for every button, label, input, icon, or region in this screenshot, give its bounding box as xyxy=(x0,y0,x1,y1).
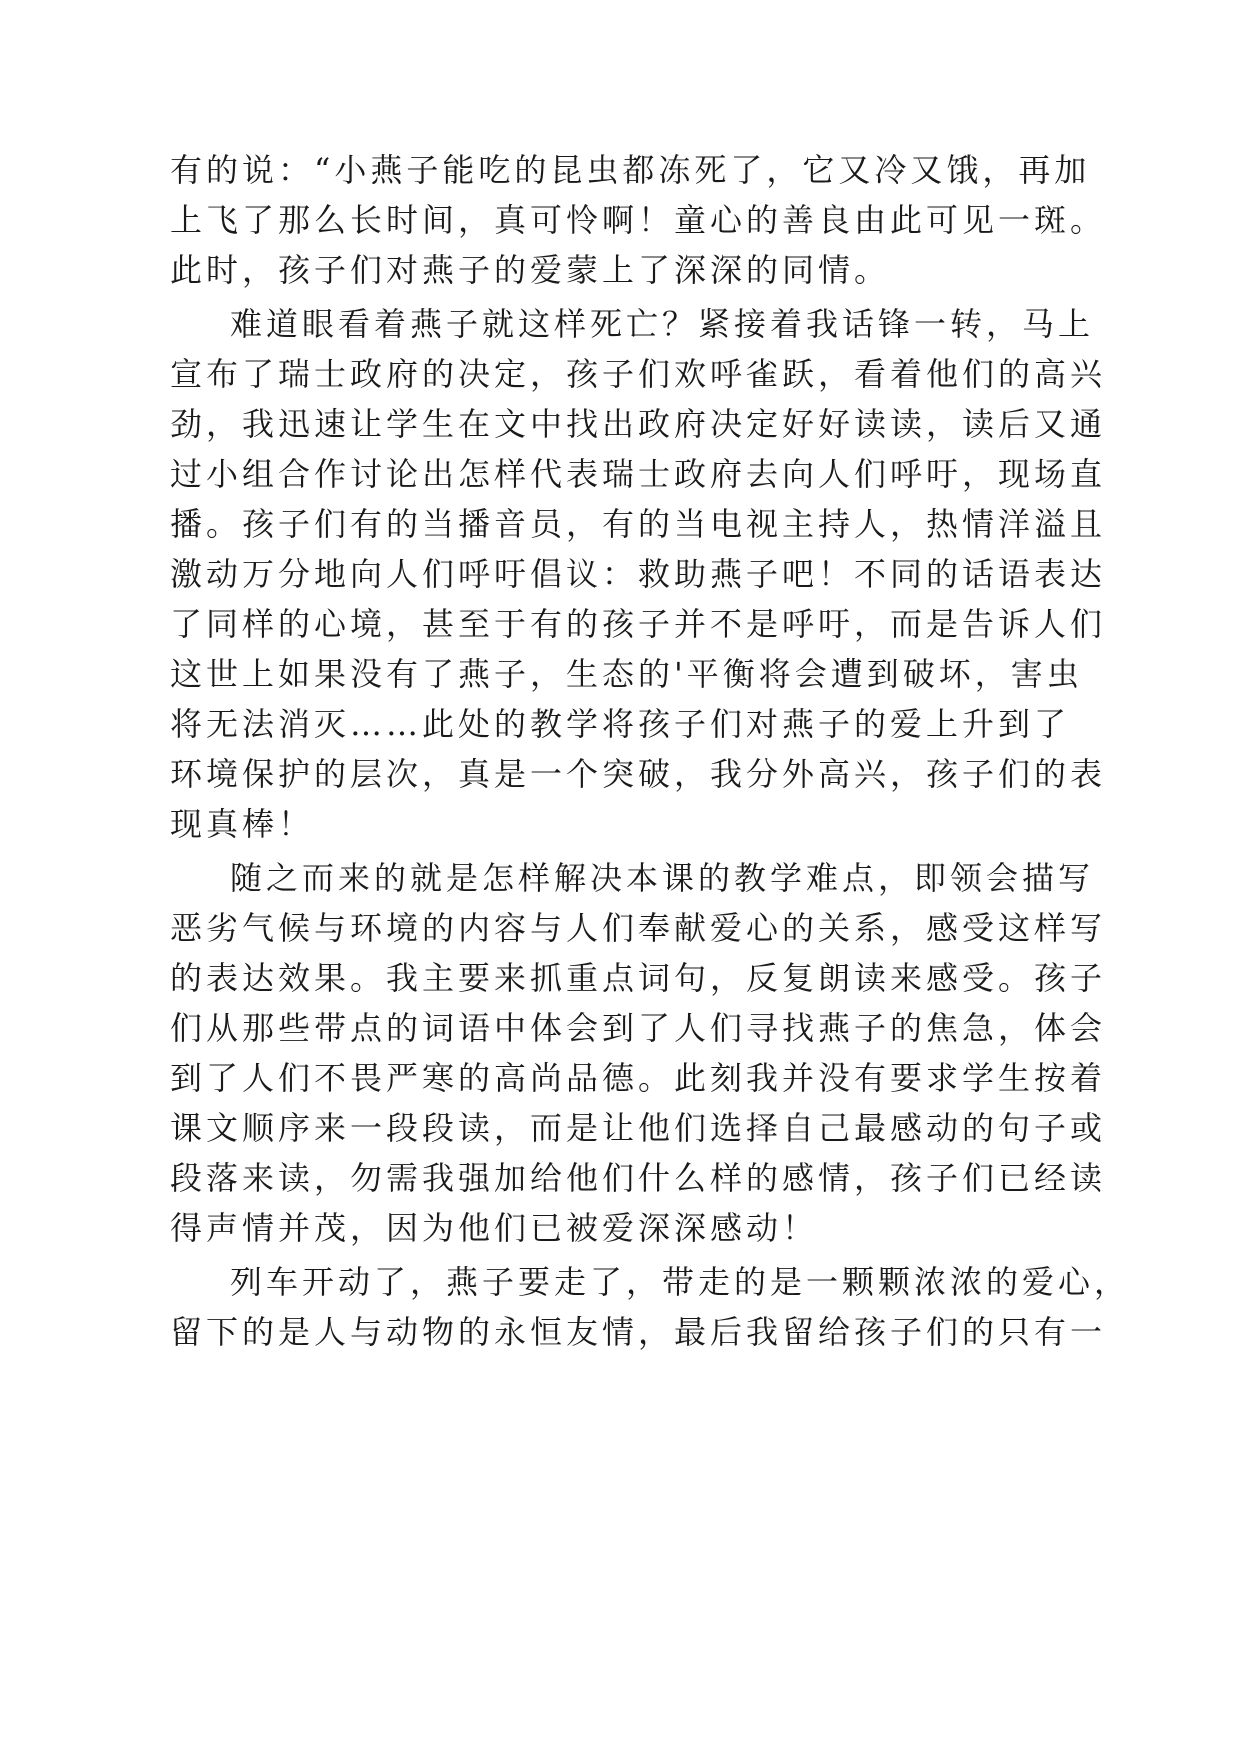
text-line: 这世上如果没有了燕子，生态的'平衡将会遭到破坏，害虫 xyxy=(170,655,1083,693)
text-line: 现真棒！ xyxy=(170,805,315,843)
text-line: 环境保护的层次，真是一个突破，我分外高兴，孩子们的表 xyxy=(170,755,1107,793)
text-line: 难道眼看着燕子就这样死亡？紧接着我话锋一转，马上 xyxy=(230,305,1095,343)
text-line: 段落来读，勿需我强加给他们什么样的感情，孩子们已经读 xyxy=(170,1159,1107,1197)
text-line: 播。孩子们有的当播音员，有的当电视主持人，热情洋溢且 xyxy=(170,505,1107,543)
text-line: 将无法消灭……此处的教学将孩子们对燕子的爱上升到了 xyxy=(170,705,1071,743)
text-line: 到了人们不畏严寒的高尚品德。此刻我并没有要求学生按着 xyxy=(170,1059,1107,1097)
text-line: 的表达效果。我主要来抓重点词句，反复朗读来感受。孩子 xyxy=(170,959,1107,997)
text-line: 列车开动了，燕子要走了，带走的是一颗颗浓浓的爱心， xyxy=(230,1263,1131,1301)
text-line: 过小组合作讨论出怎样代表瑞士政府去向人们呼吁，现场直 xyxy=(170,455,1107,493)
text-line: 恶劣气候与环境的内容与人们奉献爱心的关系，感受这样写 xyxy=(170,909,1107,947)
text-line: 课文顺序来一段段读，而是让他们选择自己最感动的句子或 xyxy=(170,1109,1107,1147)
text-line: 随之而来的就是怎样解决本课的教学难点，即领会描写 xyxy=(230,859,1095,897)
text-line: 们从那些带点的词语中体会到了人们寻找燕子的焦急，体会 xyxy=(170,1009,1107,1047)
text-line: 有的说：“小燕子能吃的昆虫都冻死了，它又冷又饿，再加 xyxy=(170,151,1091,189)
text-line: 宣布了瑞士政府的决定，孩子们欢呼雀跃，看着他们的高兴 xyxy=(170,355,1107,393)
text-line: 上飞了那么长时间，真可怜啊！童心的善良由此可见一斑。 xyxy=(170,201,1107,239)
text-line: 激动万分地向人们呼吁倡议：救助燕子吧！不同的话语表达 xyxy=(170,555,1107,593)
text-line: 了同样的心境，甚至于有的孩子并不是呼吁，而是告诉人们 xyxy=(170,605,1107,643)
text-line: 得声情并茂，因为他们已被爱深深感动！ xyxy=(170,1209,819,1247)
text-line: 留下的是人与动物的永恒友情，最后我留给孩子们的只有一 xyxy=(170,1313,1107,1351)
text-line: 劲，我迅速让学生在文中找出政府决定好好读读，读后又通 xyxy=(170,405,1107,443)
text-line: 此时，孩子们对燕子的爱蒙上了深深的同情。 xyxy=(170,251,891,289)
